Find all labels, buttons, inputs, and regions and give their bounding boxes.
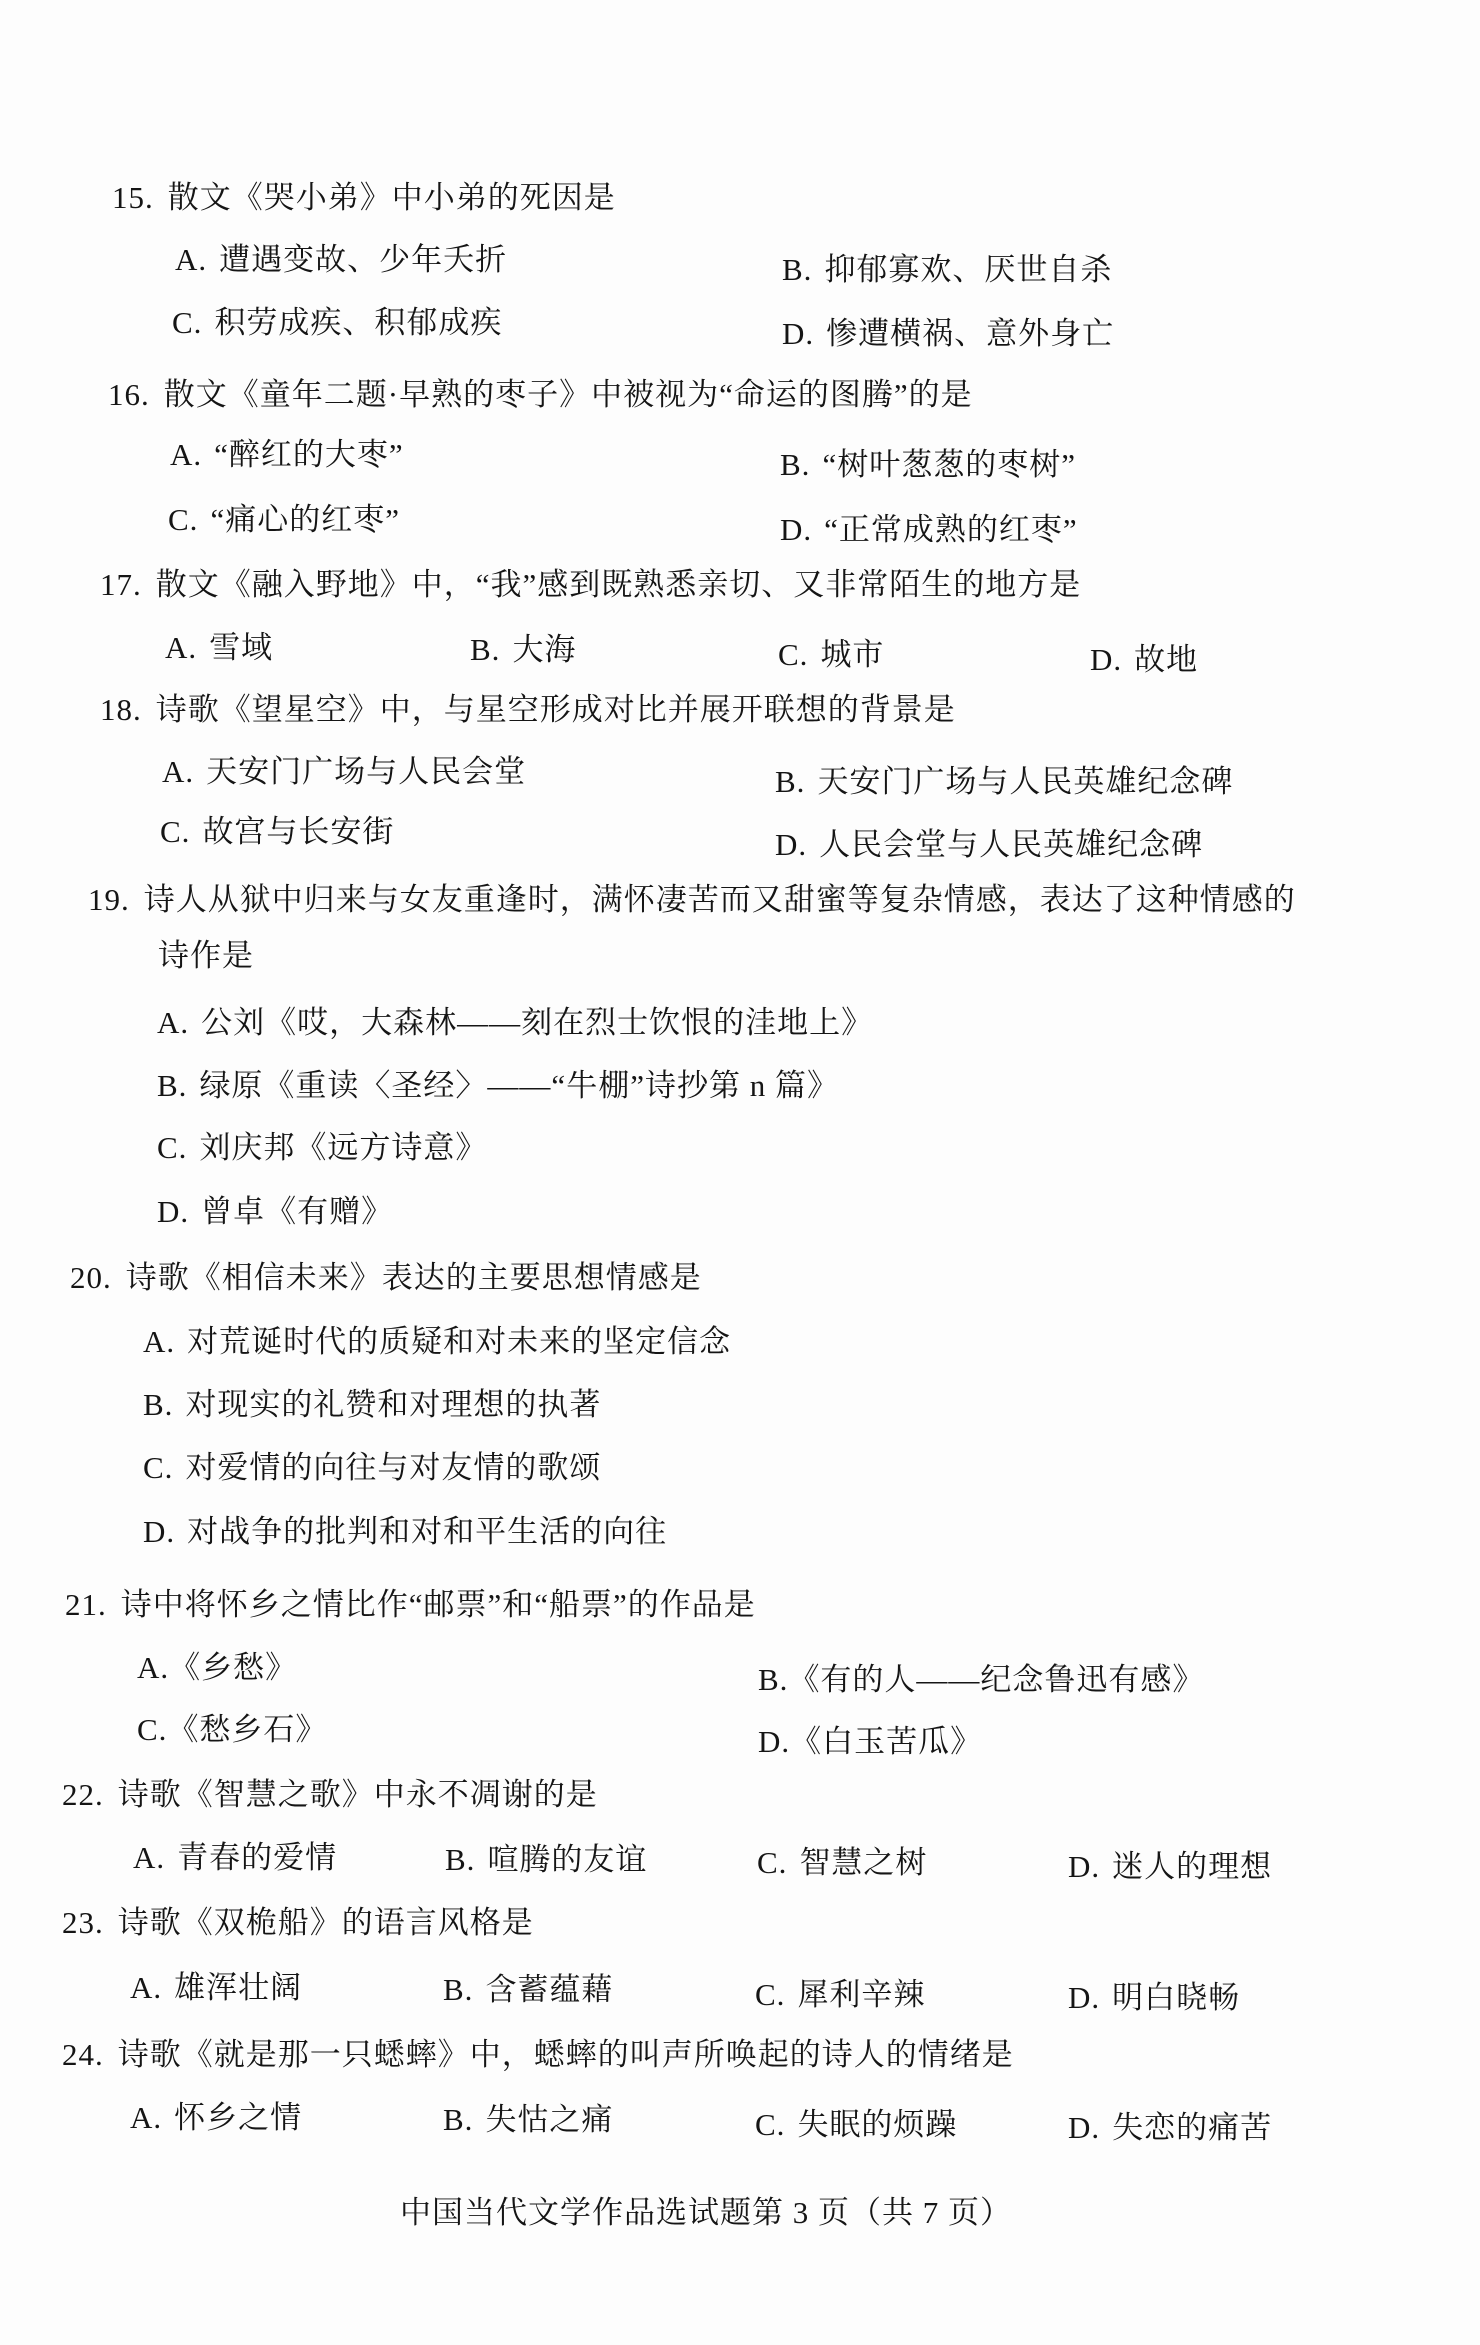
option-text: “正常成熟的红枣” (824, 512, 1078, 547)
question-24-option-c (755, 2105, 957, 2145)
question-text: 诗歌《就是那一只蟋蟀》中，蟋蟀的叫声所唤起的诗人的情绪是 (117, 2037, 1014, 2072)
question-16-option-d (780, 510, 1078, 550)
option-text: 对爱情的向往与对友情的歌颂 (185, 1450, 602, 1485)
option-letter: C. (160, 814, 191, 849)
question-24-stem (62, 2035, 1014, 2075)
option-text: 故地 (1134, 642, 1199, 677)
option-letter: B. (157, 1068, 188, 1103)
option-text: 喧腾的友谊 (487, 1842, 648, 1877)
option-letter: C. (168, 502, 199, 537)
option-letter: A. (130, 2100, 163, 2135)
question-21-option-d (758, 1722, 982, 1762)
question-23-option-d (1068, 1978, 1240, 2018)
question-17-stem (100, 565, 1081, 605)
question-text: 诗歌《智慧之歌》中永不凋谢的是 (117, 1777, 598, 1812)
option-text: 《乡愁》 (169, 1650, 298, 1685)
question-text: 诗人从狱中归来与女友重逢时，满怀凄苦而又甜蜜等复杂情感，表达了这种情感的 (143, 882, 1296, 917)
option-text: 对战争的批判和对和平生活的向往 (187, 1514, 668, 1549)
option-text: 含蓄蕴藉 (485, 1972, 614, 2007)
question-19-option-a (157, 1003, 873, 1043)
option-letter: A. (175, 242, 208, 277)
question-number: 23. (62, 1905, 104, 1940)
option-letter: A. (143, 1324, 176, 1359)
option-letter: A. (162, 754, 195, 789)
question-21-option-a (137, 1648, 297, 1688)
question-number: 16. (108, 377, 150, 412)
question-22-option-a (133, 1838, 337, 1878)
question-23-option-b (443, 1970, 613, 2010)
question-15-option-a (175, 240, 507, 280)
option-letter: A. (165, 630, 198, 665)
question-21-stem (65, 1585, 756, 1625)
option-text: 曾卓《有赠》 (201, 1194, 394, 1229)
option-text: 公刘《哎，大森林——刻在烈士饮恨的洼地上》 (201, 1005, 874, 1040)
option-letter: B. (780, 447, 811, 482)
option-letter: A. (137, 1650, 170, 1685)
option-text: 怀乡之情 (174, 2100, 303, 2135)
option-letter: C. (172, 305, 203, 340)
question-23-option-c (755, 1975, 925, 2015)
option-text: 对现实的礼赞和对理想的执著 (185, 1387, 602, 1422)
question-17-option-a (165, 628, 273, 668)
question-23-option-a (130, 1968, 302, 2008)
question-22-option-b (445, 1840, 647, 1880)
option-text: “醉红的大枣” (214, 437, 404, 472)
option-text: 迷人的理想 (1112, 1849, 1273, 1884)
option-text: 抑郁寡欢、厌世自杀 (824, 252, 1113, 287)
option-text: 故宫与长安街 (202, 814, 395, 849)
question-text: 诗歌《相信未来》表达的主要思想情感是 (125, 1260, 702, 1295)
question-number: 15. (112, 180, 154, 215)
question-16-option-b (780, 445, 1076, 485)
question-15-option-c (172, 303, 502, 343)
option-letter: B. (758, 1662, 789, 1697)
option-letter: D. (758, 1724, 791, 1759)
option-letter: D. (782, 316, 815, 351)
option-text: 积劳成疾、积郁成疾 (214, 305, 503, 340)
question-17-option-b (470, 630, 576, 670)
option-letter: D. (1068, 2110, 1101, 2145)
option-letter: B. (470, 632, 501, 667)
question-22-option-c (757, 1843, 927, 1883)
option-text: 绿原《重读〈圣经〉——“牛棚”诗抄第 n 篇》 (199, 1068, 839, 1103)
option-letter: C. (755, 1977, 786, 2012)
option-letter: D. (775, 827, 808, 862)
question-24-option-a (130, 2098, 302, 2138)
question-16-option-a (170, 435, 404, 475)
option-text: 人民会堂与人民英雄纪念碑 (819, 827, 1204, 862)
question-number: 24. (62, 2037, 104, 2072)
question-21-option-c (137, 1710, 327, 1750)
question-20-stem (70, 1258, 702, 1298)
question-19-stem (88, 880, 1296, 920)
question-19-stem-continued (158, 936, 254, 976)
question-text: 散文《哭小弟》中小弟的死因是 (167, 180, 616, 215)
option-text: 犀利辛辣 (797, 1977, 926, 2012)
option-letter: B. (143, 1387, 174, 1422)
question-text: 散文《童年二题·早熟的枣子》中被视为“命运的图腾”的是 (163, 377, 973, 412)
option-letter: A. (130, 1970, 163, 2005)
option-text: 《愁乡石》 (167, 1712, 328, 1747)
option-letter: C. (757, 1845, 788, 1880)
option-letter: B. (782, 252, 813, 287)
question-19-option-b (157, 1066, 839, 1106)
question-20-option-a (143, 1322, 731, 1362)
question-18-option-d (775, 825, 1203, 865)
option-text: 天安门广场与人民会堂 (206, 754, 527, 789)
question-21-option-b (758, 1660, 1204, 1700)
option-text: 惨遭横祸、意外身亡 (826, 316, 1115, 351)
question-18-option-b (775, 762, 1233, 802)
option-text: 失恋的痛苦 (1112, 2110, 1273, 2145)
question-15-option-b (782, 250, 1112, 290)
question-19-option-d (157, 1192, 393, 1232)
question-17-option-d (1090, 640, 1198, 680)
question-number: 18. (100, 692, 142, 727)
question-22-stem (62, 1775, 598, 1815)
question-19-option-c (157, 1128, 487, 1168)
option-letter: A. (157, 1005, 190, 1040)
question-20-option-c (143, 1448, 601, 1488)
option-letter: C. (157, 1130, 188, 1165)
option-text: 青春的爱情 (177, 1840, 338, 1875)
question-number: 21. (65, 1587, 107, 1622)
question-18-option-a (162, 752, 526, 792)
option-letter: B. (443, 1972, 474, 2007)
option-letter: B. (775, 764, 806, 799)
option-letter: D. (1068, 1980, 1101, 2015)
option-text: 失眠的烦躁 (797, 2107, 958, 2142)
option-letter: D. (1068, 1849, 1101, 1884)
question-number: 20. (70, 1260, 112, 1295)
option-text: 失怙之痛 (485, 2102, 614, 2137)
option-text: “痛心的红枣” (210, 502, 400, 537)
option-text: 《有的人——纪念鲁迅有感》 (788, 1662, 1205, 1697)
option-text: 雄浑壮阔 (174, 1970, 303, 2005)
option-letter: D. (143, 1514, 176, 1549)
option-letter: C. (755, 2107, 786, 2142)
option-letter: C. (143, 1450, 174, 1485)
question-number: 17. (100, 567, 142, 602)
option-letter: B. (445, 1842, 476, 1877)
option-letter: D. (157, 1194, 190, 1229)
option-text: 城市 (820, 637, 885, 672)
question-text: 诗歌《望星空》中，与星空形成对比并展开联想的背景是 (155, 692, 956, 727)
option-letter: A. (133, 1840, 166, 1875)
option-text: 刘庆邦《远方诗意》 (199, 1130, 488, 1165)
question-18-option-c (160, 812, 394, 852)
option-text: 大海 (512, 632, 577, 667)
question-text-continued: 诗作是 (158, 938, 254, 973)
option-letter: D. (1090, 642, 1123, 677)
question-number: 22. (62, 1777, 104, 1812)
question-24-option-b (443, 2100, 613, 2140)
option-text: 对荒诞时代的质疑和对未来的坚定信念 (187, 1324, 732, 1359)
option-letter: A. (170, 437, 203, 472)
question-23-stem (62, 1903, 534, 1943)
option-text: 智慧之树 (799, 1845, 928, 1880)
option-text: “树叶葱葱的枣树” (822, 447, 1076, 482)
page-footer: 中国当代文学作品选试题第 3 页（共 7 页） (400, 2195, 1012, 2230)
question-22-option-d (1068, 1847, 1272, 1887)
option-letter: C. (137, 1712, 168, 1747)
option-text: 明白晓畅 (1112, 1980, 1241, 2015)
question-18-stem (100, 690, 956, 730)
question-20-option-d (143, 1512, 667, 1552)
question-number: 19. (88, 882, 130, 917)
question-text: 诗歌《双桅船》的语言风格是 (117, 1905, 534, 1940)
question-text: 散文《融入野地》中，“我”感到既熟悉亲切、又非常陌生的地方是 (155, 567, 1082, 602)
question-17-option-c (778, 635, 884, 675)
question-20-option-b (143, 1385, 601, 1425)
option-letter: B. (443, 2102, 474, 2137)
option-text: 《白玉苦瓜》 (790, 1724, 983, 1759)
option-letter: D. (780, 512, 813, 547)
question-24-option-d (1068, 2108, 1272, 2148)
option-text: 雪域 (209, 630, 274, 665)
option-text: 遭遇变故、少年夭折 (219, 242, 508, 277)
question-16-stem (108, 375, 973, 415)
question-text: 诗中将怀乡之情比作“邮票”和“船票”的作品是 (120, 1587, 756, 1622)
question-15-stem (112, 178, 616, 218)
question-16-option-c (168, 500, 400, 540)
option-text: 天安门广场与人民英雄纪念碑 (817, 764, 1234, 799)
option-letter: C. (778, 637, 809, 672)
question-15-option-d (782, 314, 1114, 354)
